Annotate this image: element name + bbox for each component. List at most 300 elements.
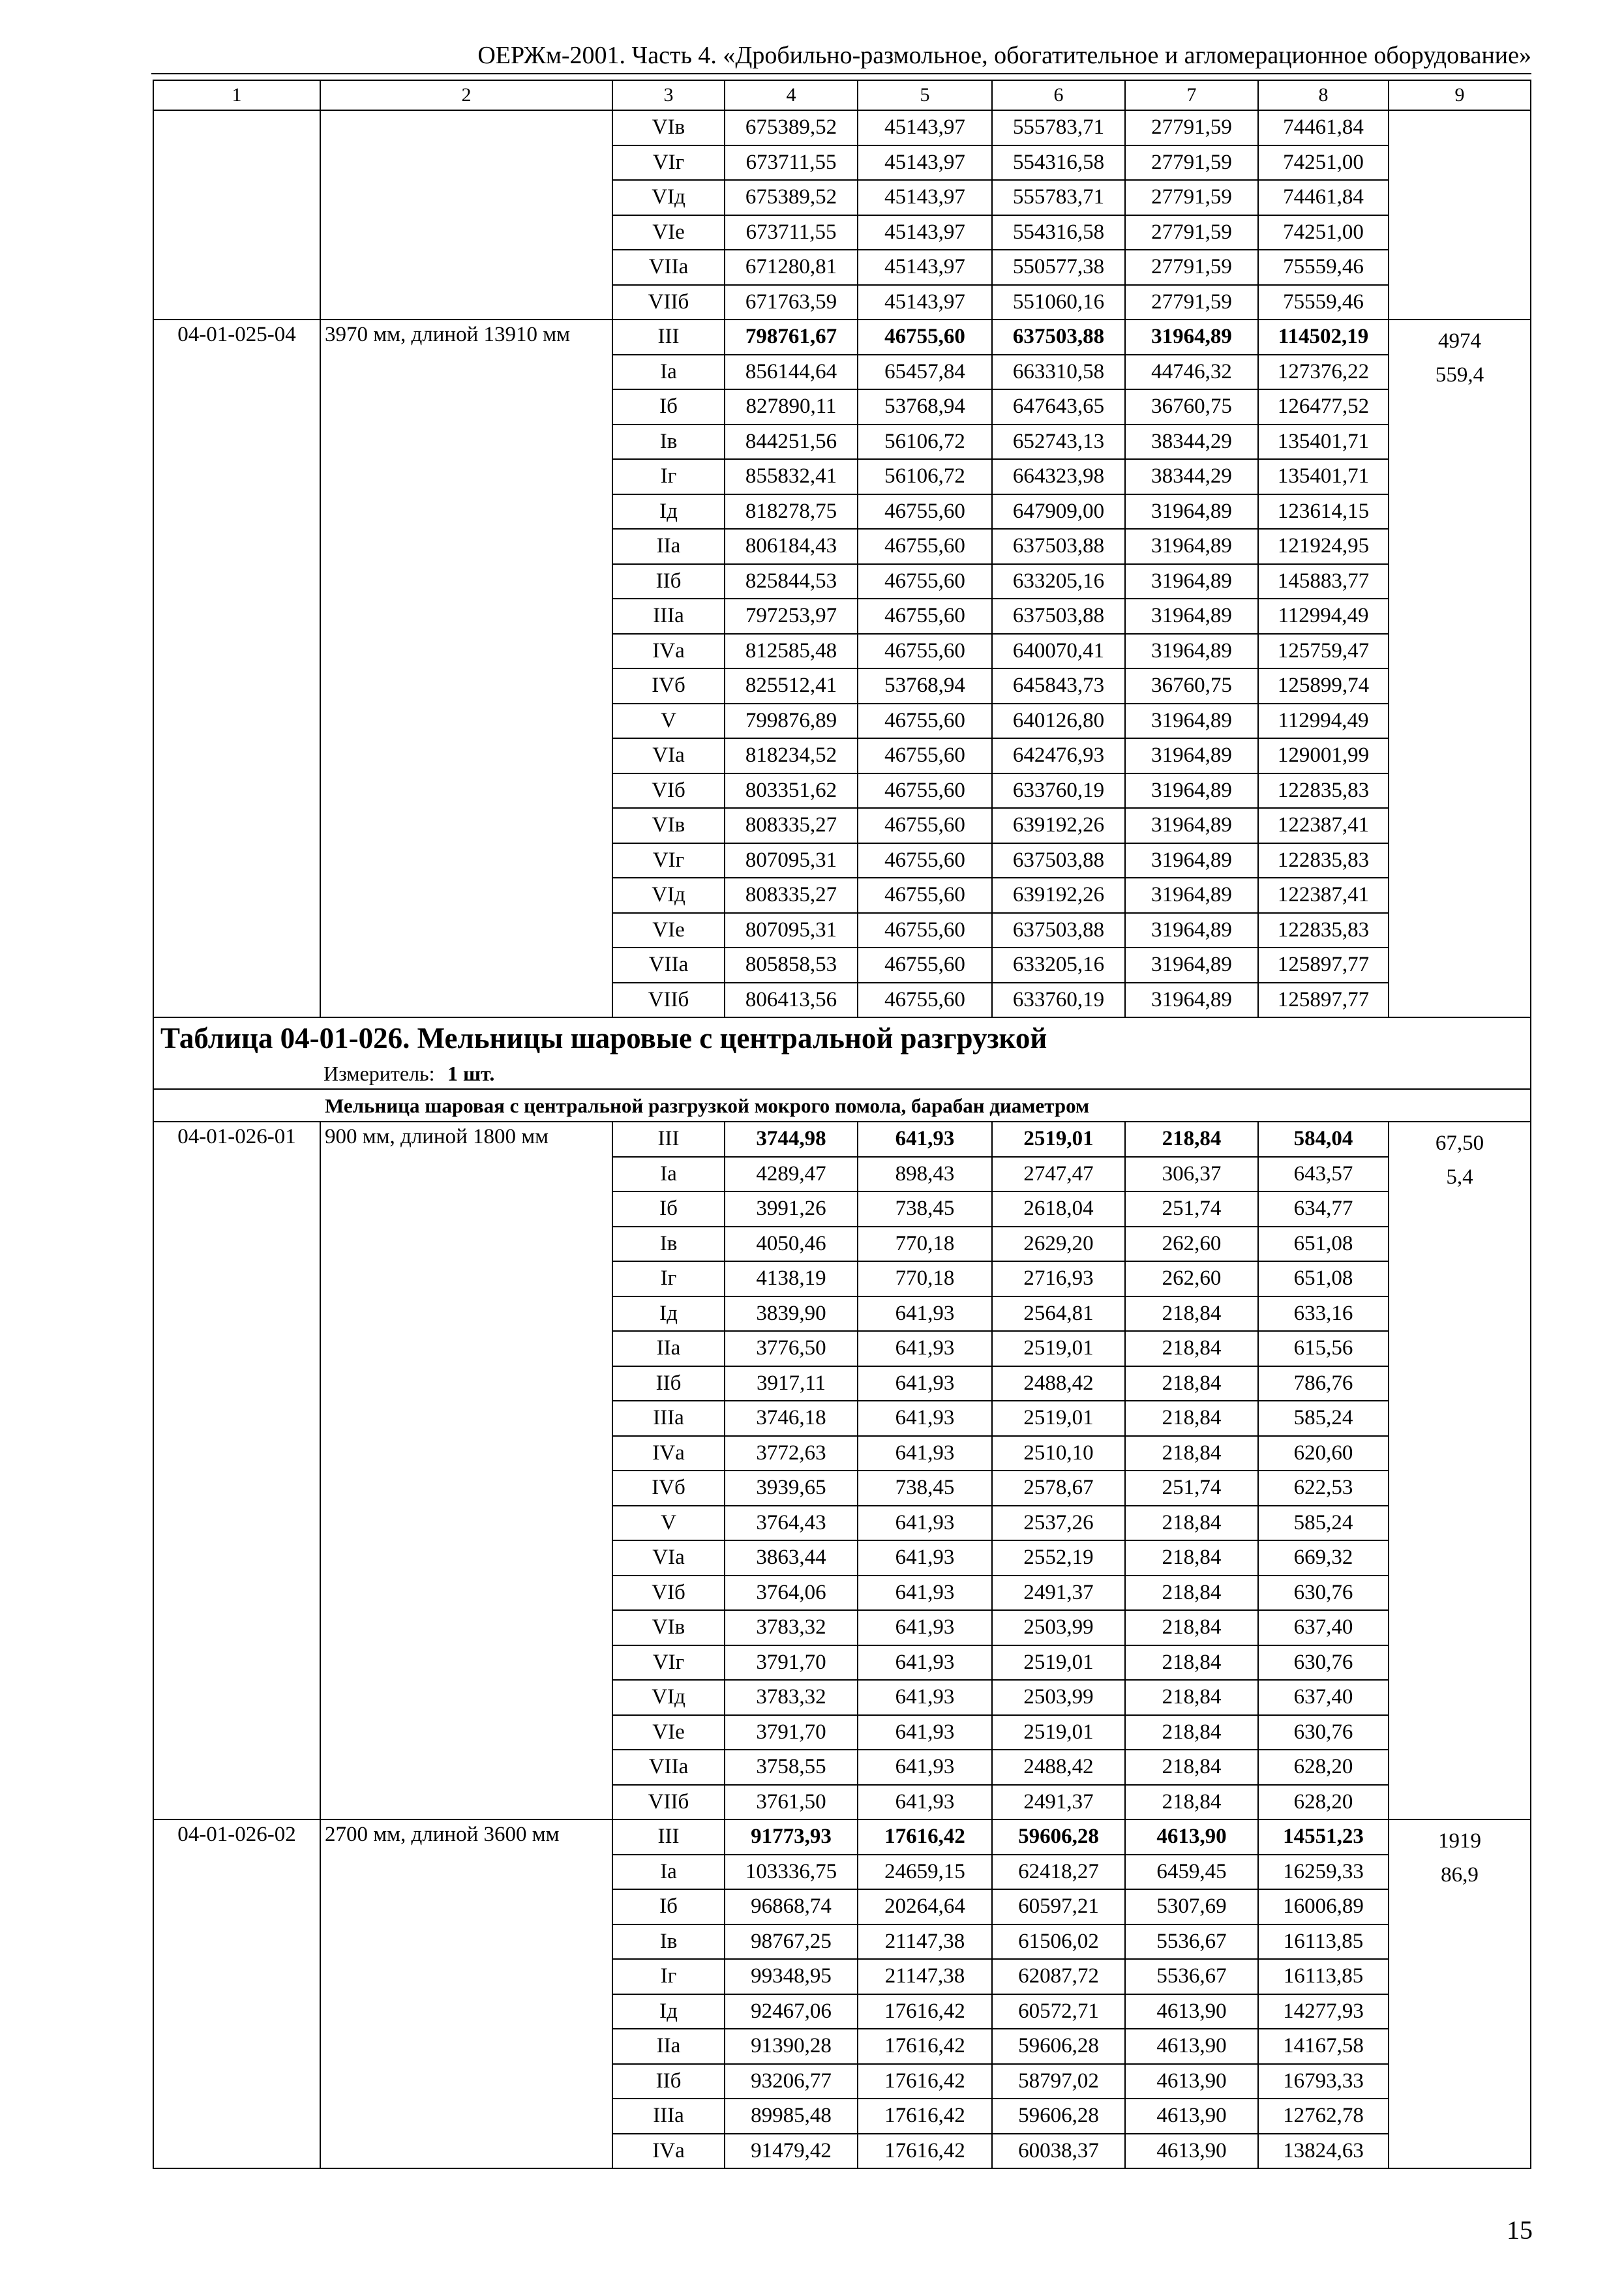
- cost-value: 127376,22: [1258, 355, 1389, 390]
- cost-value: 122835,83: [1258, 773, 1389, 809]
- cost-value: 641,93: [858, 1401, 992, 1436]
- cost-value: 46755,60: [858, 320, 992, 355]
- region-code: Iб: [612, 1191, 725, 1227]
- region-code: VIв: [612, 1610, 725, 1645]
- cost-value: 45143,97: [858, 180, 992, 215]
- cost-value: 844251,56: [725, 425, 858, 460]
- cost-value: 46755,60: [858, 704, 992, 739]
- cost-value: 642476,93: [992, 738, 1125, 773]
- cost-value: 218,84: [1125, 1122, 1258, 1157]
- page-number: 15: [1507, 2215, 1533, 2245]
- cost-value: 2491,37: [992, 1785, 1125, 1820]
- region-code: IIб: [612, 564, 725, 599]
- cost-value: 4289,47: [725, 1157, 858, 1192]
- cost-value: 125759,47: [1258, 634, 1389, 669]
- cost-value: 641,93: [858, 1122, 992, 1157]
- mass-value: 86,9: [1441, 1863, 1479, 1887]
- cost-value: 31964,89: [1125, 773, 1258, 809]
- region-code: IIб: [612, 1366, 725, 1401]
- cost-value: 898,43: [858, 1157, 992, 1192]
- cost-value: 3764,06: [725, 1576, 858, 1611]
- cost-value: 17616,42: [858, 2134, 992, 2169]
- region-code: IVб: [612, 1471, 725, 1506]
- cost-value: 3761,50: [725, 1785, 858, 1820]
- labor-value: 1919: [1438, 1829, 1481, 1853]
- region-code: VIд: [612, 878, 725, 913]
- cost-value: 218,84: [1125, 1715, 1258, 1750]
- cost-value: 46755,60: [858, 529, 992, 564]
- cost-value: 641,93: [858, 1750, 992, 1785]
- cost-value: 2578,67: [992, 1471, 1125, 1506]
- cost-value: 622,53: [1258, 1471, 1389, 1506]
- cost-value: 92467,06: [725, 1994, 858, 2029]
- region-code: IIIа: [612, 599, 725, 634]
- region-code: Iа: [612, 1855, 725, 1890]
- cost-value: 46755,60: [858, 983, 992, 1018]
- cost-value: 585,24: [1258, 1401, 1389, 1436]
- measure-label: Измеритель:: [323, 1062, 435, 1085]
- cost-value: 24659,15: [858, 1855, 992, 1890]
- cost-value: 639192,26: [992, 808, 1125, 843]
- region-code: Iв: [612, 425, 725, 460]
- cost-value: 770,18: [858, 1227, 992, 1262]
- cost-value: 805858,53: [725, 948, 858, 983]
- cost-value: 2488,42: [992, 1366, 1125, 1401]
- cost-value: 827890,11: [725, 389, 858, 425]
- cost-value: 218,84: [1125, 1645, 1258, 1681]
- mass-cell: [1389, 1819, 1531, 2168]
- region-code: III: [612, 320, 725, 355]
- cost-value: 3783,32: [725, 1680, 858, 1715]
- cost-value: 218,84: [1125, 1785, 1258, 1820]
- cost-value: 5536,67: [1125, 1924, 1258, 1960]
- cost-value: 555783,71: [992, 180, 1125, 215]
- cost-value: 2488,42: [992, 1750, 1125, 1785]
- cost-value: 17616,42: [858, 2099, 992, 2134]
- cost-value: 738,45: [858, 1471, 992, 1506]
- cost-value: 3746,18: [725, 1401, 858, 1436]
- cost-value: 641,93: [858, 1785, 992, 1820]
- cost-value: 27791,59: [1125, 215, 1258, 250]
- cost-value: 856144,64: [725, 355, 858, 390]
- cost-value: 46755,60: [858, 878, 992, 913]
- mass-cell: [1389, 1122, 1531, 1819]
- cost-value: 641,93: [858, 1576, 992, 1611]
- cost-value: 262,60: [1125, 1261, 1258, 1296]
- header-rule: [151, 73, 1531, 74]
- rate-description: 2700 мм, длиной 3600 мм: [320, 1819, 612, 2168]
- measure-cell: [153, 1058, 1531, 1089]
- cost-value: 637503,88: [992, 913, 1125, 948]
- cost-value: 555783,71: [992, 110, 1125, 145]
- cost-value: 251,74: [1125, 1191, 1258, 1227]
- cost-value: 45143,97: [858, 145, 992, 181]
- cost-value: 652743,13: [992, 425, 1125, 460]
- cost-value: 13824,63: [1258, 2134, 1389, 2169]
- region-code: VIб: [612, 1576, 725, 1611]
- cost-value: 65457,84: [858, 355, 992, 390]
- cost-value: 637503,88: [992, 320, 1125, 355]
- region-code: VIе: [612, 913, 725, 948]
- region-code: IIIа: [612, 2099, 725, 2134]
- cost-value: 641,93: [858, 1331, 992, 1366]
- cost-value: 46755,60: [858, 564, 992, 599]
- cost-value: 633205,16: [992, 564, 1125, 599]
- cost-value: 770,18: [858, 1261, 992, 1296]
- mass-cell: [1389, 320, 1531, 1017]
- cost-value: 671763,59: [725, 285, 858, 320]
- cost-value: 31964,89: [1125, 494, 1258, 530]
- rate-description: [320, 110, 612, 320]
- cost-value: 2629,20: [992, 1227, 1125, 1262]
- cost-value: 45143,97: [858, 285, 992, 320]
- cost-value: 114502,19: [1258, 320, 1389, 355]
- cost-value: 96868,74: [725, 1889, 858, 1924]
- cost-value: 641,93: [858, 1366, 992, 1401]
- cost-value: 4613,90: [1125, 1994, 1258, 2029]
- cost-value: 643,57: [1258, 1157, 1389, 1192]
- cost-value: 647643,65: [992, 389, 1125, 425]
- cost-value: 56106,72: [858, 459, 992, 494]
- cost-value: 807095,31: [725, 843, 858, 878]
- cost-value: 135401,71: [1258, 459, 1389, 494]
- cost-value: 145883,77: [1258, 564, 1389, 599]
- cost-value: 651,08: [1258, 1261, 1389, 1296]
- cost-value: 554316,58: [992, 145, 1125, 181]
- cost-value: 125897,77: [1258, 983, 1389, 1018]
- measure-value: 1 шт.: [447, 1062, 495, 1085]
- cost-value: 46755,60: [858, 948, 992, 983]
- cost-value: 584,04: [1258, 1122, 1389, 1157]
- cost-value: 620,60: [1258, 1436, 1389, 1471]
- cost-value: 633760,19: [992, 773, 1125, 809]
- cost-value: 14277,93: [1258, 1994, 1389, 2029]
- column-number: 7: [1125, 80, 1258, 110]
- cost-value: 218,84: [1125, 1436, 1258, 1471]
- cost-value: 16006,89: [1258, 1889, 1389, 1924]
- cost-value: 808335,27: [725, 878, 858, 913]
- cost-value: 2716,93: [992, 1261, 1125, 1296]
- cost-value: 6459,45: [1125, 1855, 1258, 1890]
- region-code: VIд: [612, 1680, 725, 1715]
- cost-value: 21147,38: [858, 1924, 992, 1960]
- cost-value: 673711,55: [725, 145, 858, 181]
- cost-value: 74251,00: [1258, 145, 1389, 181]
- region-code: IIа: [612, 2029, 725, 2064]
- region-code: Iа: [612, 1157, 725, 1192]
- region-code: VIв: [612, 110, 725, 145]
- cost-value: 551060,16: [992, 285, 1125, 320]
- cost-value: 31964,89: [1125, 983, 1258, 1018]
- cost-value: 2503,99: [992, 1610, 1125, 1645]
- cost-value: 3917,11: [725, 1366, 858, 1401]
- cost-value: 637,40: [1258, 1680, 1389, 1715]
- cost-value: 808335,27: [725, 808, 858, 843]
- cost-value: 60038,37: [992, 2134, 1125, 2169]
- cost-value: 641,93: [858, 1610, 992, 1645]
- cost-value: 53768,94: [858, 668, 992, 704]
- cost-value: 31964,89: [1125, 913, 1258, 948]
- cost-value: 633,16: [1258, 1296, 1389, 1332]
- cost-value: 2519,01: [992, 1122, 1125, 1157]
- rate-code: 04-01-025-04: [153, 320, 320, 1017]
- cost-value: 673711,55: [725, 215, 858, 250]
- cost-value: 75559,46: [1258, 250, 1389, 285]
- cost-value: 62087,72: [992, 1959, 1125, 1994]
- subheading-row: [153, 1089, 1531, 1122]
- cost-value: 2503,99: [992, 1680, 1125, 1715]
- cost-value: 675389,52: [725, 110, 858, 145]
- cost-value: 31964,89: [1125, 808, 1258, 843]
- region-code: VIIб: [612, 285, 725, 320]
- cost-value: 60597,21: [992, 1889, 1125, 1924]
- cost-value: 17616,42: [858, 2064, 992, 2099]
- cost-value: 641,93: [858, 1715, 992, 1750]
- cost-value: 807095,31: [725, 913, 858, 948]
- cost-value: 2519,01: [992, 1715, 1125, 1750]
- region-code: VIг: [612, 1645, 725, 1681]
- rate-code: 04-01-026-02: [153, 1819, 320, 2168]
- cost-value: 16113,85: [1258, 1924, 1389, 1960]
- cost-value: 641,93: [858, 1540, 992, 1576]
- cost-value: 45143,97: [858, 110, 992, 145]
- region-code: VIе: [612, 1715, 725, 1750]
- cost-value: 637503,88: [992, 843, 1125, 878]
- mass-cell: [1389, 110, 1531, 320]
- cost-value: 31964,89: [1125, 843, 1258, 878]
- cost-value: 45143,97: [858, 250, 992, 285]
- cost-value: 628,20: [1258, 1785, 1389, 1820]
- cost-value: 17616,42: [858, 2029, 992, 2064]
- cost-value: 806413,56: [725, 983, 858, 1018]
- cost-value: 637,40: [1258, 1610, 1389, 1645]
- cost-value: 3776,50: [725, 1331, 858, 1366]
- cost-value: 218,84: [1125, 1680, 1258, 1715]
- cost-value: 27791,59: [1125, 145, 1258, 181]
- cost-value: 59606,28: [992, 2029, 1125, 2064]
- cost-value: 615,56: [1258, 1331, 1389, 1366]
- region-code: Iд: [612, 494, 725, 530]
- cost-value: 12762,78: [1258, 2099, 1389, 2134]
- region-code: VIв: [612, 808, 725, 843]
- cost-value: 3863,44: [725, 1540, 858, 1576]
- region-code: IIа: [612, 1331, 725, 1366]
- cost-value: 126477,52: [1258, 389, 1389, 425]
- region-code: VIIа: [612, 1750, 725, 1785]
- cost-value: 91773,93: [725, 1819, 858, 1855]
- region-code: VIб: [612, 773, 725, 809]
- cost-value: 122387,41: [1258, 808, 1389, 843]
- rate-description: 3970 мм, длиной 13910 мм: [320, 320, 612, 1017]
- cost-value: 630,76: [1258, 1576, 1389, 1611]
- cost-value: 91479,42: [725, 2134, 858, 2169]
- cost-value: 2564,81: [992, 1296, 1125, 1332]
- table-row: [153, 1819, 1531, 1855]
- cost-value: 4613,90: [1125, 2099, 1258, 2134]
- cost-value: 812585,48: [725, 634, 858, 669]
- cost-value: 122835,83: [1258, 843, 1389, 878]
- cost-value: 799876,89: [725, 704, 858, 739]
- region-code: IVб: [612, 668, 725, 704]
- region-code: VIе: [612, 215, 725, 250]
- cost-value: 3939,65: [725, 1471, 858, 1506]
- cost-value: 818234,52: [725, 738, 858, 773]
- cost-value: 855832,41: [725, 459, 858, 494]
- cost-value: 637503,88: [992, 529, 1125, 564]
- cost-value: 641,93: [858, 1296, 992, 1332]
- cost-value: 2491,37: [992, 1576, 1125, 1611]
- cost-value: 38344,29: [1125, 459, 1258, 494]
- cost-value: 803351,62: [725, 773, 858, 809]
- cost-value: 630,76: [1258, 1715, 1389, 1750]
- cost-value: 675389,52: [725, 180, 858, 215]
- table-row: [153, 110, 1531, 145]
- cost-value: 17616,42: [858, 1819, 992, 1855]
- cost-value: 62418,27: [992, 1855, 1125, 1890]
- cost-value: 27791,59: [1125, 250, 1258, 285]
- cost-value: 31964,89: [1125, 320, 1258, 355]
- rates-table: [153, 80, 1531, 2169]
- cost-value: 2618,04: [992, 1191, 1125, 1227]
- region-code: VIIа: [612, 250, 725, 285]
- table-row: [153, 1122, 1531, 1157]
- cost-value: 46755,60: [858, 913, 992, 948]
- rate-code: 04-01-026-01: [153, 1122, 320, 1819]
- cost-value: 641,93: [858, 1506, 992, 1541]
- column-number-row: [153, 80, 1531, 110]
- region-code: III: [612, 1819, 725, 1855]
- cost-value: 633760,19: [992, 983, 1125, 1018]
- region-code: IIIа: [612, 1401, 725, 1436]
- cost-value: 640126,80: [992, 704, 1125, 739]
- cost-value: 46755,60: [858, 738, 992, 773]
- cost-value: 93206,77: [725, 2064, 858, 2099]
- cost-value: 31964,89: [1125, 704, 1258, 739]
- cost-value: 91390,28: [725, 2029, 858, 2064]
- cost-value: 634,77: [1258, 1191, 1389, 1227]
- cost-value: 31964,89: [1125, 948, 1258, 983]
- cost-value: 633205,16: [992, 948, 1125, 983]
- region-code: Iд: [612, 1994, 725, 2029]
- cost-value: 251,74: [1125, 1471, 1258, 1506]
- cost-value: 3772,63: [725, 1436, 858, 1471]
- cost-value: 16793,33: [1258, 2064, 1389, 2099]
- cost-value: 14551,23: [1258, 1819, 1389, 1855]
- cost-value: 3783,32: [725, 1610, 858, 1645]
- cost-value: 58797,02: [992, 2064, 1125, 2099]
- cost-value: 56106,72: [858, 425, 992, 460]
- region-code: Iг: [612, 1261, 725, 1296]
- cost-value: 31964,89: [1125, 878, 1258, 913]
- cost-value: 5307,69: [1125, 1889, 1258, 1924]
- cost-value: 89985,48: [725, 2099, 858, 2134]
- cost-value: 218,84: [1125, 1331, 1258, 1366]
- cost-value: 27791,59: [1125, 285, 1258, 320]
- cost-value: 647909,00: [992, 494, 1125, 530]
- cost-value: 46755,60: [858, 773, 992, 809]
- region-code: V: [612, 704, 725, 739]
- cost-value: 671280,81: [725, 250, 858, 285]
- cost-value: 74251,00: [1258, 215, 1389, 250]
- cost-value: 16113,85: [1258, 1959, 1389, 1994]
- column-number: 6: [992, 80, 1125, 110]
- column-number: 5: [858, 80, 992, 110]
- cost-value: 554316,58: [992, 215, 1125, 250]
- cost-value: 112994,49: [1258, 599, 1389, 634]
- cost-value: 641,93: [858, 1680, 992, 1715]
- cost-value: 2537,26: [992, 1506, 1125, 1541]
- cost-value: 786,76: [1258, 1366, 1389, 1401]
- cost-value: 14167,58: [1258, 2029, 1389, 2064]
- measure-row: [153, 1058, 1531, 1089]
- cost-value: 4138,19: [725, 1261, 858, 1296]
- cost-value: 825844,53: [725, 564, 858, 599]
- cost-value: 3991,26: [725, 1191, 858, 1227]
- cost-value: 641,93: [858, 1436, 992, 1471]
- cost-value: 21147,38: [858, 1959, 992, 1994]
- region-code: IIа: [612, 529, 725, 564]
- cost-value: 121924,95: [1258, 529, 1389, 564]
- region-code: V: [612, 1506, 725, 1541]
- cost-value: 75559,46: [1258, 285, 1389, 320]
- region-code: Iб: [612, 1889, 725, 1924]
- cost-value: 46755,60: [858, 843, 992, 878]
- column-number: 8: [1258, 80, 1389, 110]
- region-code: Iв: [612, 1924, 725, 1960]
- cost-value: 20264,64: [858, 1889, 992, 1924]
- region-code: VIIа: [612, 948, 725, 983]
- cost-value: 4613,90: [1125, 2029, 1258, 2064]
- cost-value: 36760,75: [1125, 389, 1258, 425]
- column-number: 2: [320, 80, 612, 110]
- cost-value: 46755,60: [858, 494, 992, 530]
- table-title-row: [153, 1017, 1531, 1058]
- table-title: Таблица 04-01-026. Мельницы шаровые с центральной разгрузкой: [153, 1017, 1531, 1058]
- cost-value: 74461,84: [1258, 110, 1389, 145]
- cost-value: 27791,59: [1125, 180, 1258, 215]
- cost-value: 2519,01: [992, 1401, 1125, 1436]
- cost-value: 218,84: [1125, 1540, 1258, 1576]
- mass-value: 559,4: [1435, 363, 1484, 387]
- column-number: 3: [612, 80, 725, 110]
- rate-description: 900 мм, длиной 1800 мм: [320, 1122, 612, 1819]
- cost-value: 262,60: [1125, 1227, 1258, 1262]
- cost-value: 123614,15: [1258, 494, 1389, 530]
- cost-value: 125897,77: [1258, 948, 1389, 983]
- column-number: 9: [1389, 80, 1531, 110]
- region-code: Iг: [612, 459, 725, 494]
- cost-value: 218,84: [1125, 1610, 1258, 1645]
- cost-value: 135401,71: [1258, 425, 1389, 460]
- cost-value: 17616,42: [858, 1994, 992, 2029]
- cost-value: 218,84: [1125, 1296, 1258, 1332]
- cost-value: 306,37: [1125, 1157, 1258, 1192]
- cost-value: 3744,98: [725, 1122, 858, 1157]
- cost-value: 112994,49: [1258, 704, 1389, 739]
- column-number: 1: [153, 80, 320, 110]
- cost-value: 59606,28: [992, 1819, 1125, 1855]
- column-number: 4: [725, 80, 858, 110]
- cost-value: 3791,70: [725, 1645, 858, 1681]
- region-code: VIг: [612, 843, 725, 878]
- region-code: VIIб: [612, 1785, 725, 1820]
- cost-value: 2747,47: [992, 1157, 1125, 1192]
- cost-value: 103336,75: [725, 1855, 858, 1890]
- cost-value: 4613,90: [1125, 1819, 1258, 1855]
- region-code: VIд: [612, 180, 725, 215]
- cost-value: 74461,84: [1258, 180, 1389, 215]
- mass-value: 5,4: [1446, 1165, 1473, 1189]
